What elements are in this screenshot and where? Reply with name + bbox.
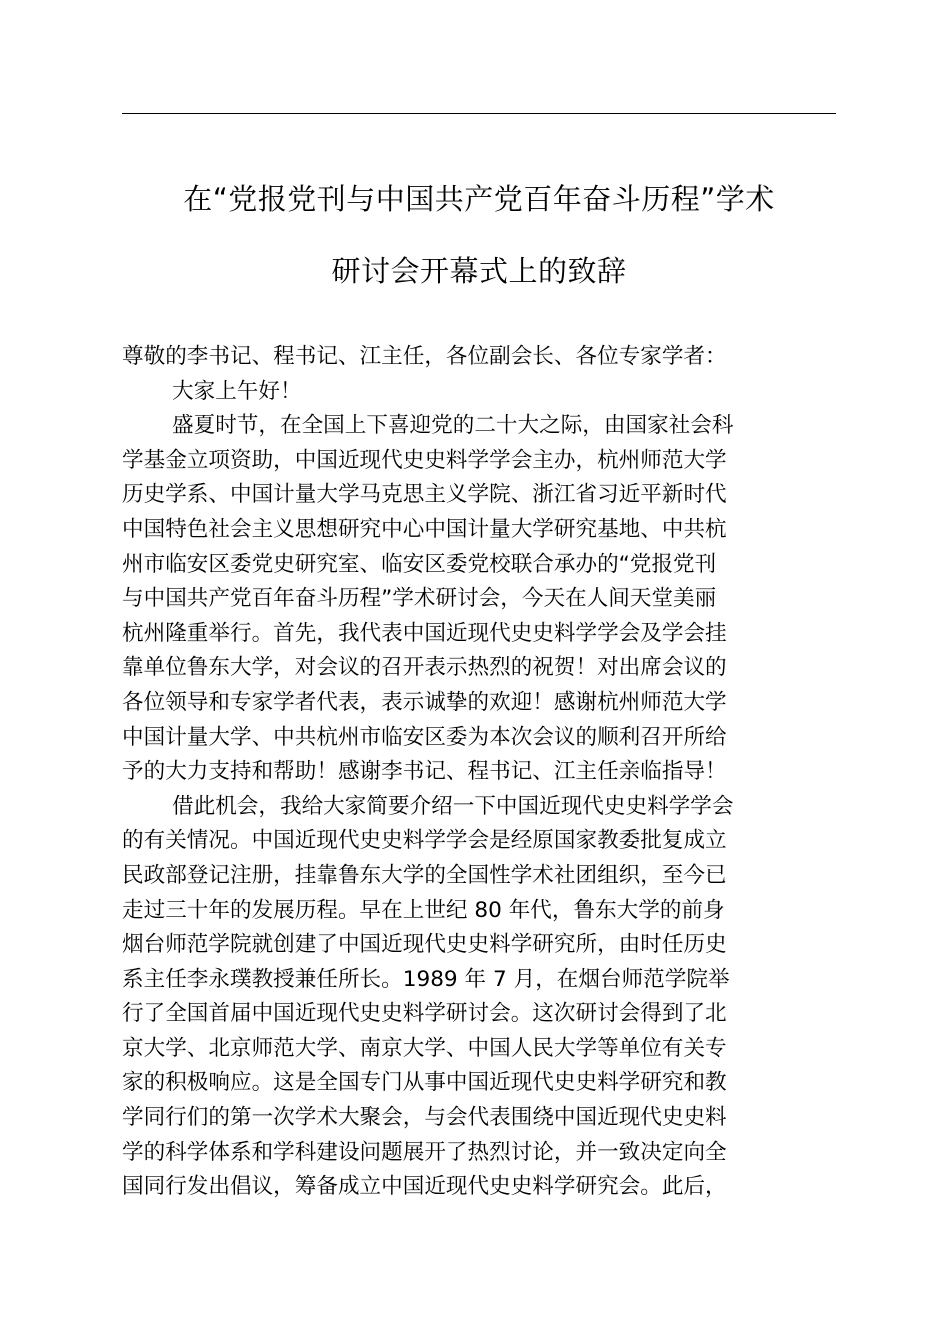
title-line-2: 研讨会开幕式上的致辞 (331, 254, 627, 288)
paragraph-line: 系主任李永璞教授兼任所长。1989 年 7 月，在烟台师范学院举 (122, 966, 730, 992)
paragraph-line: 的有关情况。中国近现代史史料学学会是经原国家教委批复成立 (122, 828, 727, 854)
paragraph-line: 京大学、北京师范大学、南京大学、中国人民大学等单位有关专 (122, 1035, 727, 1061)
paragraph-line: 国同行发出倡议，筹备成立中国近现代史史料学研究会。此后， (122, 1174, 727, 1200)
paragraph-line: 靠单位鲁东大学，对会议的召开表示热烈的祝贺！对出席会议的 (122, 655, 727, 681)
paragraph-line: 借此机会，我给大家简要介绍一下中国近现代史史料学学会 (172, 793, 734, 819)
paragraph-line: 杭州隆重举行。首先，我代表中国近现代史史料学学会及学会挂 (122, 620, 727, 646)
paragraph-line: 行了全国首届中国近现代史史料学研讨会。这次研讨会得到了北 (122, 1001, 727, 1027)
body-text (122, 340, 838, 1205)
paragraph-line: 走过三十年的发展历程。早在上世纪 80 年代，鲁东大学的前身 (122, 897, 725, 923)
paragraph-line: 学的科学体系和学科建设问题展开了热烈讨论，并一致决定向全 (122, 1139, 727, 1165)
greeting-line: 大家上午好！ (172, 378, 302, 404)
title-line-1: 在“党报党刊与中国共产党百年奋斗历程”学术 (183, 182, 775, 216)
paragraph-line: 州市临安区委党史研究室、临安区委党校联合承办的“党报党刊 (122, 551, 717, 577)
paragraph-line: 与中国共产党百年奋斗历程”学术研讨会，今天在人间天堂美丽 (122, 586, 717, 612)
paragraph-line: 予的大力支持和帮助！感谢李书记、程书记、江主任亲临指导！ (122, 759, 727, 785)
paragraph-line: 烟台师范学院就创建了中国近现代史史料学研究所，由时任历史 (122, 932, 727, 958)
paragraph-line: 学同行们的第一次学术大聚会，与会代表围绕中国近现代史史料 (122, 1105, 727, 1131)
paragraph-line: 历史学系、中国计量大学马克思主义学院、浙江省习近平新时代 (122, 482, 727, 508)
paragraph-line: 中国计量大学、中共杭州市临安区委为本次会议的顺利召开所给 (122, 724, 727, 750)
header-rule (122, 113, 836, 114)
salutation-line: 尊敬的李书记、程书记、江主任，各位副会长、各位专家学者： (122, 344, 727, 369)
paragraph-line: 学基金立项资助，中国近现代史史料学学会主办，杭州师范大学 (122, 447, 727, 473)
paragraph-line: 中国特色社会主义思想研究中心中国计量大学研究基地、中共杭 (122, 516, 727, 542)
paragraph-line: 各位领导和专家学者代表，表示诚挚的欢迎！感谢杭州师范大学 (122, 689, 727, 715)
paragraph-line: 盛夏时节，在全国上下喜迎党的二十大之际，由国家社会科 (172, 413, 734, 439)
paragraph-line: 民政部登记注册，挂靠鲁东大学的全国性学术社团组织，至今已 (122, 862, 727, 888)
paragraph-line: 家的积极响应。这是全国专门从事中国近现代史史料学研究和教 (122, 1070, 727, 1096)
